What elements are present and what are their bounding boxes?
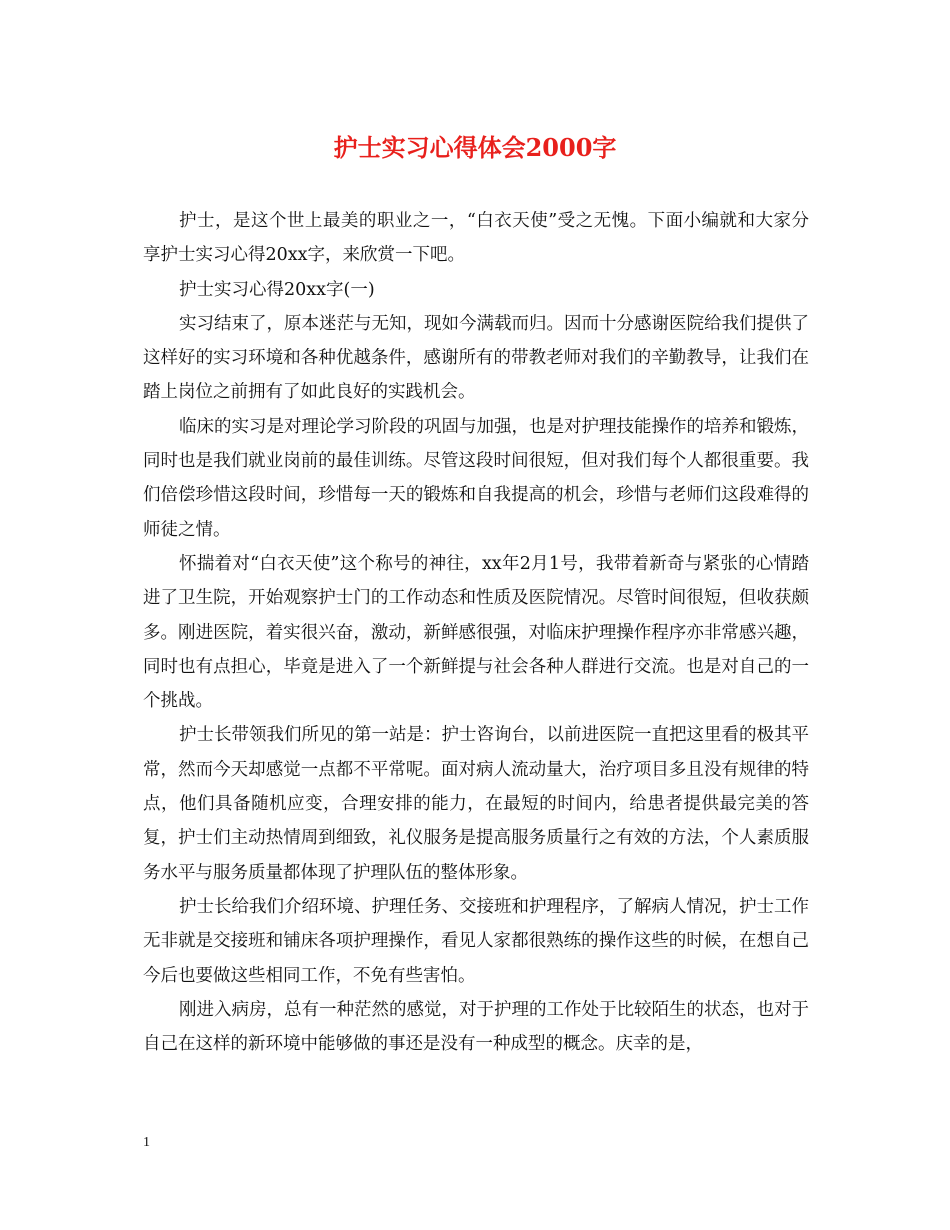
document-body [143,204,809,1061]
paragraph: 实习结束了，原本迷茫与无知，现如今满载而归。因而十分感谢医院给我们提供了这样好的实习环境和各种优越条件，感谢所有的带教老师对我们的辛勤教导，让我们在踏上岗位之前拥有了如此良好的实践机会。 [143,313,809,403]
section-heading: 护士实习心得20xx字(一) [179,279,375,300]
paragraph: 临床的实习是对理论学习阶段的巩固与加强，也是对护理技能操作的培养和锻炼，同时也是我们就业岗前的最佳训练。尽管这段时间很短，但对我们每个人都很重要。我们倍偿珍惜这段时间，珍惜每一天的锻炼和自我提高的机会，珍惜与老师们这段难得的师徒之情。 [143,416,809,540]
paragraph: 怀揣着对“白衣天使”这个称号的神往，xx年2月1号，我带着新奇与紧张的心情踏进了卫生院，开始观察护士门的工作动态和性质及医院情况。尽管时间很短，但收获颇多。刚进医院，着实很兴奋，激动，新鲜感很强，对临床护理操作程序亦非常感兴趣，同时也有点担心，毕竟是进入了一个新鲜提与社会各种人群进行交流。也是对自己的一个挑战。 [143,553,809,712]
page-number: 1 [143,1135,150,1150]
paragraph: 护士长给我们介绍环境、护理任务、交接班和护理程序，了解病人情况，护士工作无非就是交接班和铺床各项护理操作，看见人家都很熟练的操作这些的时候，在想自己今后也要做这些相同工作，不免有些害怕。 [143,896,809,986]
paragraph: 护士长带领我们所见的第一站是：护士咨询台，以前进医院一直把这里看的极其平常，然而今天却感觉一点都不平常呢。面对病人流动量大，治疗项目多且没有规律的特点，他们具备随机应变，合理安排的能力，在最短的时间内，给患者提供最完美的答复，护士们主动热情周到细致，礼仪服务是提高服务质量行之有效的方法，个人素质服务水平与服务质量都体现了护理队伍的整体形象。 [143,725,809,883]
document-title: 护士实习心得体会2000字 [333,133,617,162]
paragraph-intro: 护士，是这个世上最美的职业之一，“白衣天使”受之无愧。下面小编就和大家分享护士实习心得20xx字，来欣赏一下吧。 [143,211,809,266]
paragraph: 刚进入病房，总有一种茫然的感觉，对于护理的工作处于比较陌生的状态，也对于自己在这样的新环境中能够做的事还是没有一种成型的概念。庆幸的是， [143,999,809,1055]
